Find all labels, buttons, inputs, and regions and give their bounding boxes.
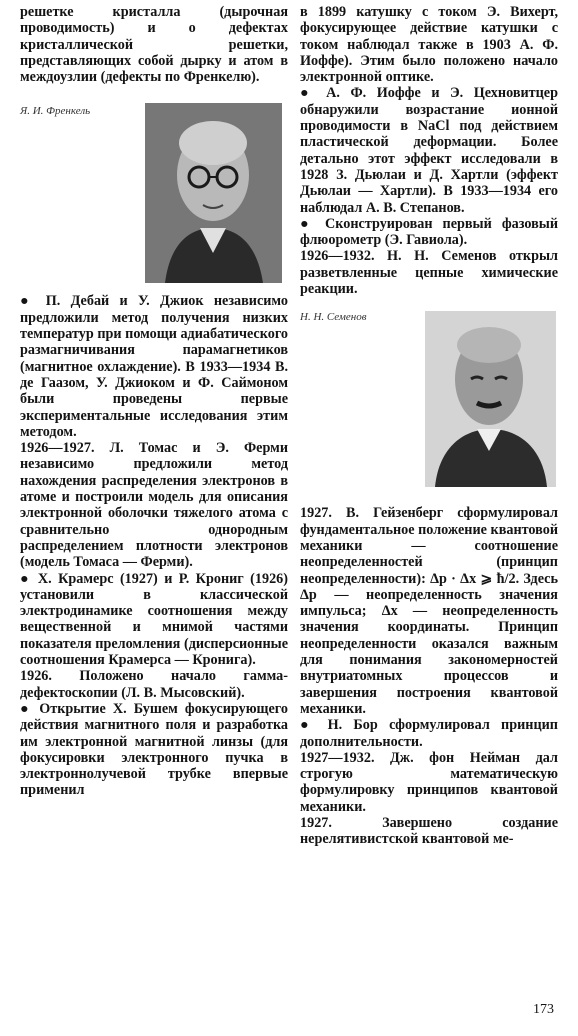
- left-column: [20, 4, 288, 799]
- paragraph-thomas-fermi: 1926—1927. Л. Томас и Э. Ферми независимо предложили метод нахождения распределения электронов в атоме и построили модель для описания электронной оболочки тяжелого атома с сравнительно однородным распределением плотности электронов (модель Томаса — Ферми).: [20, 440, 288, 571]
- paragraph-semenov-reactions: 1926—1932. Н. Н. Семенов открыл разветвленные цепные химические реакции.: [300, 248, 558, 298]
- paragraph-frenkel-defects: решетке кристалла (дырочная проводимость) и о дефектах кристаллической решетки, представляющих собой дырку и атом в междоузлии (дефекты по Френкелю).: [20, 4, 288, 86]
- caption-semenov: Н. Н. Семенов: [300, 311, 367, 324]
- right-column: [300, 4, 558, 848]
- portrait-frenkel-image: [145, 103, 282, 283]
- year-label: 1926.: [20, 668, 52, 685]
- figure-semenov: [300, 309, 558, 505]
- portrait-semenov-image: [425, 311, 556, 487]
- paragraph-kramers-kronig: ● Х. Крамерс (1927) и Р. Крониг (1926) установили в классической электродинамике соотношения между вещественной и мнимой частями показателя преломления (дисперсионные соотношения Крамерса — Кронига).: [20, 570, 288, 669]
- paragraph-quantum-mechanics: 1927. Завершено создание нерелятивистской квантовой ме-: [300, 814, 558, 848]
- paragraph-ioffe-nacl: ● А. Ф. Иоффе и Э. Цехновитцер обнаружили возрастание ионной проводимости в NaCl под действием пластической деформации. Более детально этот эффект исследовали в 1928 З. Дьюлаи и Д. Хартли (эффект Дьюлаи — Хартли). В 1933—1934 его наблюдал А. В. Степанов.: [300, 85, 558, 216]
- paragraph-debye-giauque: ● П. Дебай и У. Джиок независимо предложили метод получения низких температур при помощи адиабатического размагничивания парамагнетиков (магнитное охлаждение). В 1933—1934 В. де Гаазом, У. Джиоком и Ф. Саймоном были проведены первые экспериментальные исследования этим методом.: [20, 293, 288, 440]
- paragraph-fluorometer: ● Сконструирован первый фазовый флюорометр (Э. Гавиола).: [300, 215, 558, 249]
- bullet: ●: [20, 293, 36, 310]
- paragraph-heisenberg-uncertainty: 1927. В. Гейзенберг сформулировал фундаментальное положение квантовой механики — соотношение неопределенностей (принцип неопределенности): Δp · Δx ⩾ ħ/2. Здесь Δp — неопределенность значения импульса; Δx — неопределенность значения координаты. Принцип неопределенности оказался важным для понимания закономерностей внутриатомных процессов и завершения построения квантовой механики.: [300, 505, 558, 717]
- paragraph-bohr-complementarity: ● Н. Бор сформулировал принцип дополнительности.: [300, 717, 558, 750]
- figure-frenkel: [20, 103, 288, 293]
- year-label: 1927.: [300, 505, 332, 522]
- paragraph-von-neumann: 1927—1932. Дж. фон Нейман дал строгую математическую формулировку принципов квантовой механики.: [300, 749, 558, 815]
- year-label: 1927—1932.: [300, 749, 375, 766]
- year-label: 1926—1932.: [300, 248, 375, 265]
- paragraph-gamma-defectoscopy: 1926. Положено начало гамма-дефектоскопии (Л. В. Мысовский).: [20, 668, 288, 701]
- page-number: 173: [533, 1002, 554, 1017]
- year-label: 1926—1927.: [20, 440, 95, 457]
- caption-frenkel: Я. И. Френкель: [20, 105, 91, 118]
- year-label: 1927.: [300, 814, 332, 831]
- paragraph-busch-lens: ● Открытие Х. Бушем фокусирующего действия магнитного поля и разработка им электронной магнитной линзы (для фокусировки электронного пучка в электроннолучевой трубке впервые применил: [20, 700, 288, 799]
- paragraph-electron-optics: в 1899 катушку с током Э. Вихерт, фокусирующее действие катушки с током наблюдал также в 1903 А. Ф. Иоффе). Этим было положено начало электронной оптике.: [300, 4, 558, 86]
